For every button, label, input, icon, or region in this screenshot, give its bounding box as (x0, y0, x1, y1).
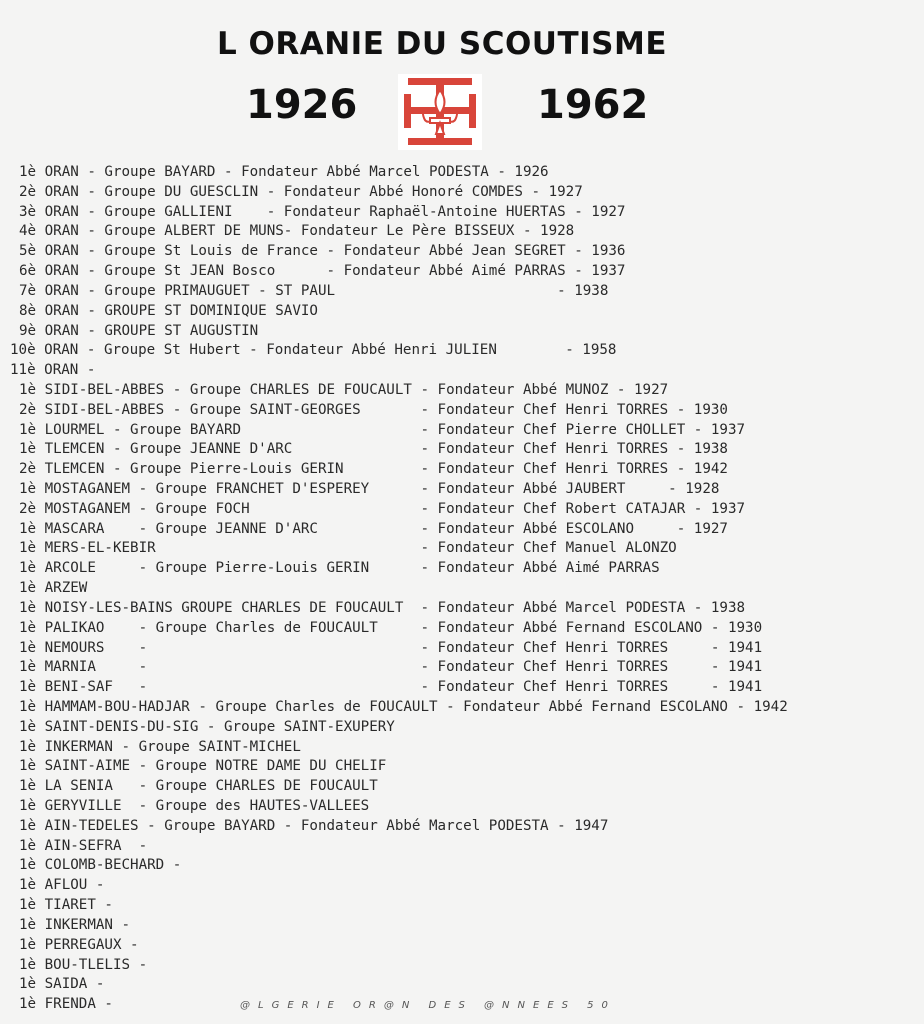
list-item: 7è ORAN - Groupe PRIMAUGUET - ST PAUL - 1938 (19, 282, 609, 299)
list-item: 1è FRENDA - (19, 996, 113, 1013)
list-item: 1è TIARET - (19, 897, 113, 914)
list-item: 1è LOURMEL - Groupe BAYARD - Fondateur Chef Pierre CHOLLET - 1937 (19, 421, 746, 438)
list-item: 2è ORAN - Groupe DU GUESCLIN - Fondateur Abbé Honoré COMDES - 1927 (19, 183, 583, 200)
list-item: 1è AIN-SEFRA - (19, 837, 148, 854)
list-item: 1è MERS-EL-KEBIR - Fondateur Chef Manuel ALONZO (19, 540, 677, 557)
group-list (0, 163, 924, 1015)
list-item: 1è GERYVILLE - Groupe des HAUTES-VALLEES (19, 798, 370, 814)
list-item: 4è ORAN - Groupe ALBERT DE MUNS- Fondateur Le Père BISSEUX - 1928 (19, 223, 575, 240)
list-item: 2è MOSTAGANEM - Groupe FOCH - Fondateur Chef Robert CATAJAR - 1937 (19, 500, 746, 517)
start-year: 1926 (246, 82, 358, 128)
list-item: 2è SIDI-BEL-ABBES - Groupe SAINT-GEORGES - Fondateur Chef Henri TORRES - 1930 (19, 401, 728, 418)
list-item: 1è LA SENIA - Groupe CHARLES DE FOUCAULT (19, 778, 378, 795)
list-item: 1è PALIKAO - Groupe Charles de FOUCAULT - Fondateur Abbé Fernand ESCOLANO - 1930 (19, 619, 763, 636)
list-item: 11è ORAN - (10, 362, 96, 379)
list-item: 1è SAINT-AIME - Groupe NOTRE DAME DU CHELIF (19, 758, 387, 775)
list-item: 1è ARZEW (19, 580, 88, 597)
end-year: 1962 (537, 82, 649, 128)
list-item: 3è ORAN - Groupe GALLIENI - Fondateur Raphaël-Antoine HUERTAS - 1927 (19, 203, 626, 220)
list-item: 2è TLEMCEN - Groupe Pierre-Louis GERIN - Fondateur Chef Henri TORRES - 1942 (19, 461, 728, 478)
list-item: 1è HAMMAM-BOU-HADJAR - Groupe Charles de FOUCAULT - Fondateur Abbé Fernand ESCOLANO - 1942 (19, 698, 788, 715)
footer-signature: @LGERIE OR@N DES @NNEES 50 (240, 1000, 616, 1011)
list-item: 1è AFLOU - (19, 877, 105, 894)
list-item: 1è INKERMAN - Groupe SAINT-MICHEL (19, 738, 301, 755)
list-item: 1è SAIDA - (19, 976, 105, 993)
list-item: 5è ORAN - Groupe St Louis de France - Fondateur Abbé Jean SEGRET - 1936 (19, 243, 626, 260)
list-item: 1è SAINT-DENIS-DU-SIG - Groupe SAINT-EXUPERY (19, 718, 395, 735)
list-item: 1è MASCARA - Groupe JEANNE D'ARC - Fondateur Abbé ESCOLANO - 1927 (19, 520, 728, 537)
list-item: 1è BENI-SAF - - Fondateur Chef Henri TORRES - 1941 (19, 679, 763, 696)
list-item: 10è ORAN - Groupe St Hubert - Fondateur Abbé Henri JULIEN - 1958 (10, 342, 617, 359)
list-item: 1è COLOMB-BECHARD - (19, 857, 182, 874)
list-item: 1è INKERMAN - (19, 916, 131, 933)
scout-emblem (398, 74, 482, 150)
list-item: 8è ORAN - GROUPE ST DOMINIQUE SAVIO (19, 302, 318, 319)
list-item: 1è SIDI-BEL-ABBES - Groupe CHARLES DE FOUCAULT - Fondateur Abbé MUNOZ - 1927 (19, 381, 669, 398)
scout-fleur-de-lis-cross-icon (398, 74, 482, 150)
list-item: 1è ARCOLE - Groupe Pierre-Louis GERIN - Fondateur Abbé Aimé PARRAS (19, 560, 660, 577)
list-item: 1è TLEMCEN - Groupe JEANNE D'ARC - Fondateur Chef Henri TORRES - 1938 (19, 441, 728, 458)
page-title: L ORANIE DU SCOUTISME (216, 26, 668, 62)
list-item: 1è NOISY-LES-BAINS GROUPE CHARLES DE FOUCAULT - Fondateur Abbé Marcel PODESTA - 1938 (19, 599, 746, 616)
list-item: 1è NEMOURS - - Fondateur Chef Henri TORRES - 1941 (19, 639, 763, 656)
list-item: 1è MOSTAGANEM - Groupe FRANCHET D'ESPEREY - Fondateur Abbé JAUBERT - 1928 (19, 481, 720, 497)
list-item: 1è MARNIA - - Fondateur Chef Henri TORRES - 1941 (19, 659, 763, 676)
list-item: 1è PERREGAUX - (19, 936, 139, 953)
list-item: 1è BOU-TLELIS - (19, 956, 148, 973)
list-item: 1è ORAN - Groupe BAYARD - Fondateur Abbé Marcel PODESTA - 1926 (19, 164, 549, 180)
list-item: 1è AIN-TEDELES - Groupe BAYARD - Fondateur Abbé Marcel PODESTA - 1947 (19, 817, 609, 834)
list-item: 9è ORAN - GROUPE ST AUGUSTIN (19, 322, 259, 339)
list-item: 6è ORAN - Groupe St JEAN Bosco - Fondateur Abbé Aimé PARRAS - 1937 (19, 263, 626, 280)
